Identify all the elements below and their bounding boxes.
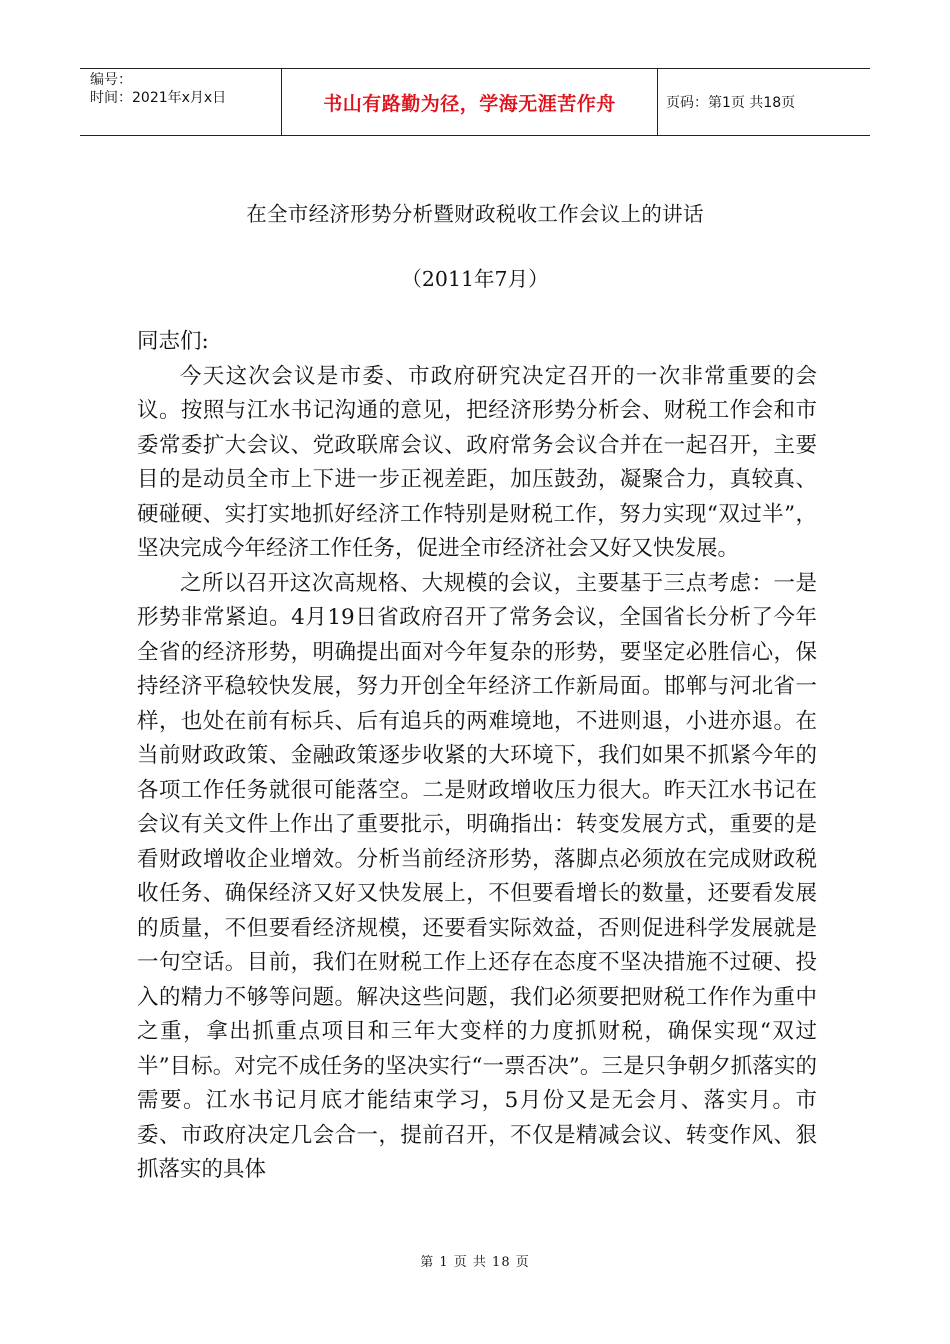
document-time-label: 时间：2021年x月x日: [90, 90, 227, 106]
header-meta: [80, 69, 282, 135]
paragraph: 今天这次会议是市委、市政府研究决定召开的一次非常重要的会议。按照与江水书记沟通的意见，把经济形势分析会、财税工作会和市委常委扩大会议、党政联席会议、政府常务会议合并在一起召开，主要目的是动员全市上下进一步正视差距，加压鼓劲，凝聚合力，真较真、硬碰硬、实打实地抓好经济工作特别是财税工作，努力实现“双过半”，坚决完成今年经济工作任务，促进全市经济社会又好又快发展。: [137, 363, 817, 561]
document-title: 在全市经济形势分析暨财政税收工作会议上的讲话: [246, 202, 704, 226]
document-body: [137, 325, 817, 1188]
header-page-code: 页码：第1页 共18页: [666, 95, 796, 111]
page-footer: 第 1 页 共 18 页: [420, 1255, 530, 1270]
document-header: [80, 68, 870, 136]
paragraph: 之所以召开这次高规格、大规模的会议，主要基于三点考虑：一是形势非常紧迫。4月19日省政府召开了常务会议，全国省长分析了今年全省的经济形势，明确提出面对今年复杂的形势，要坚定必胜信心，保持经济平稳较快发展，努力开创全年经济工作新局面。邯郸与河北省一样，也处在前有标兵、后有追兵的两难境地，不进则退，小进亦退。在当前财政政策、金融政策逐步收紧的大环境下，我们如果不抓紧今年的各项工作任务就很可能落空。二是财政增收压力很大。昨天江水书记在会议有关文件上作出了重要批示，明确指出：转变发展方式，重要的是看财政增收企业增效。分析当前经济形势，落脚点必须放在完成财政税收任务、确保经济又好又快发展上，不但要看增长的数量，还要看发展的质量，不但要看经济规模，还要看实际效益，否则促进科学发展就是一句空话。目前，我们在财税工作上还存在态度不坚决措施不过硬、投入的精力不够等问题。解决这些问题，我们必须要把财税工作作为重中之重，拿出抓重点项目和三年大变样的力度抓财税，确保实现“双过半”目标。对完不成任务的坚决实行“一票否决”。三是只争朝夕抓落实的需要。江水书记月底才能结束学习，5月份又是无会月、落实月。市委、市政府决定几会合一，提前召开，不仅是精减会议、转变作风、狠抓落实的具体: [137, 570, 817, 1182]
header-motto: 书山有路勤为径，学海无涯苦作舟: [282, 69, 658, 135]
document-number-label: 编号：: [90, 72, 132, 88]
salutation: 同志们:: [137, 329, 209, 354]
document-date: （2011年7月）: [401, 267, 549, 291]
